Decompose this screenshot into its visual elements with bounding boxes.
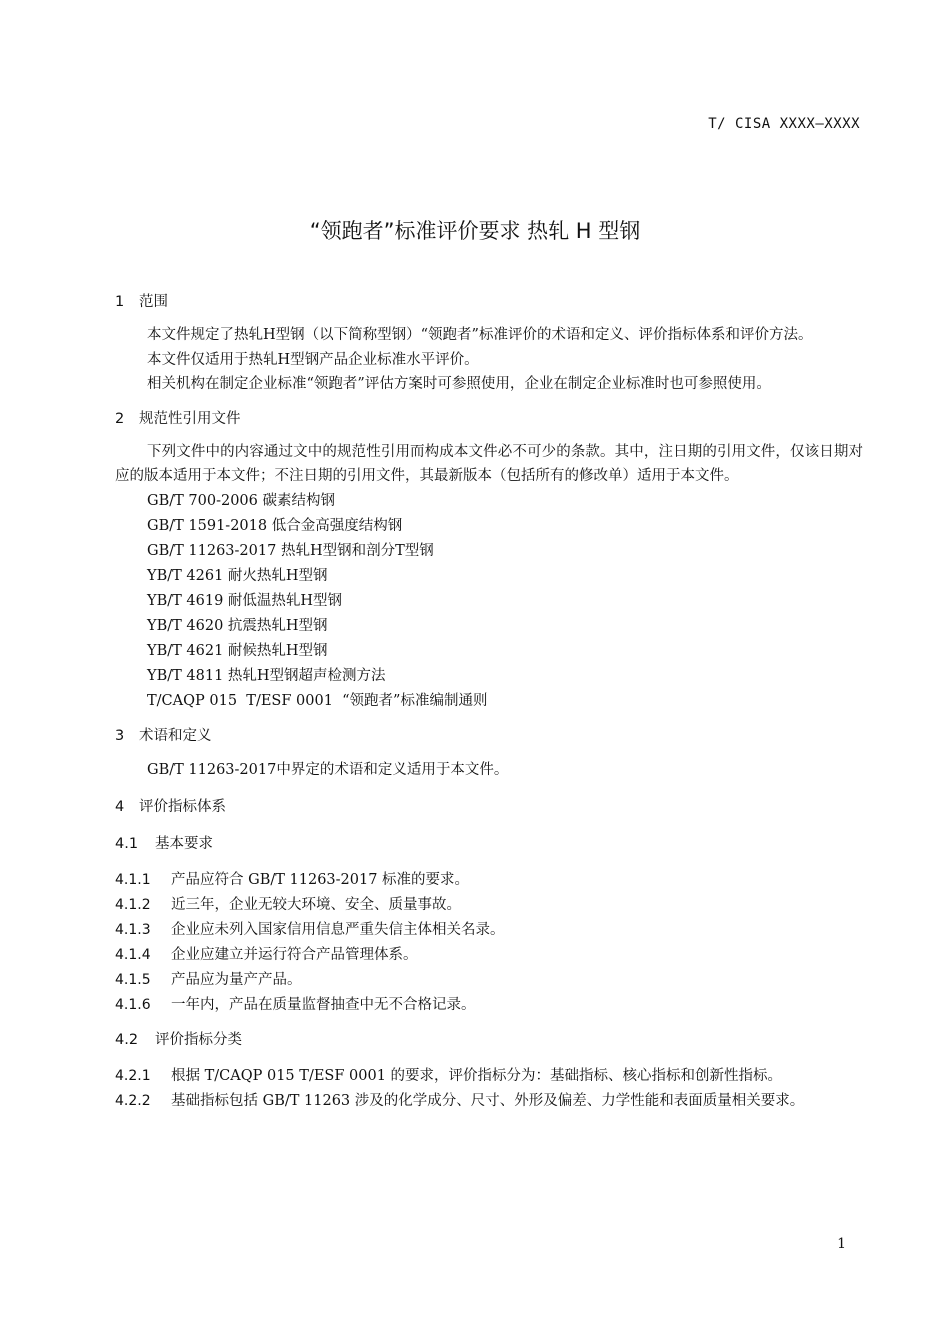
references-intro: 下列文件中的内容通过文中的规范性引用而构成本文件必不可少的条款。其中，注日期的引用文件，仅该日期对应的版本适用于本文件；不注日期的引用文件，其最新版本（包括所有的修改单）适用于本文件。 [115, 443, 863, 484]
clause-text: 近三年，企业无较大环境、安全、质量事故。 [171, 896, 461, 913]
standard-code: T/ CISA XXXX—XXXX [708, 116, 860, 132]
clause-item [115, 943, 863, 968]
reference-item: YB/T 4619 耐低温热轧H型钢 [147, 592, 343, 609]
scope-paragraph: 本文件规定了热轧H型钢（以下简称型钢）“领跑者”标准评价的术语和定义、评价指标体系和评价方法。 [147, 327, 813, 343]
subsection-number: 4.1 [115, 835, 139, 852]
clause-item [115, 1064, 863, 1089]
section-3-heading [115, 724, 863, 748]
clause-number: 4.1.2 [115, 896, 151, 913]
subsection-4-1-heading [115, 832, 863, 856]
scope-paragraph: 相关机构在制定企业标准“领跑者”评估方案时可参照使用，企业在制定企业标准时也可参照使用。 [147, 376, 771, 392]
section-title: 范围 [139, 294, 168, 310]
clause-text: 产品应为量产产品。 [171, 971, 302, 988]
reference-item: YB/T 4620 抗震热轧H型钢 [147, 617, 328, 634]
clause-text: 企业应建立并运行符合产品管理体系。 [171, 946, 418, 963]
section-title: 术语和定义 [139, 727, 212, 744]
page-number: 1 [837, 1236, 846, 1252]
subsection-title: 评价指标分类 [155, 1031, 242, 1048]
clause-item [115, 893, 863, 918]
clause-number: 4.1.6 [115, 996, 151, 1013]
reference-item: YB/T 4621 耐候热轧H型钢 [147, 642, 328, 659]
clause-text: 企业应未列入国家信用信息严重失信主体相关名录。 [171, 921, 505, 938]
clause-text: 基础指标包括 GB/T 11263 涉及的化学成分、尺寸、外形及偏差、力学性能和表面质量相关要求。 [171, 1092, 805, 1109]
reference-item: GB/T 1591-2018 低合金高强度结构钢 [147, 517, 403, 534]
clause-number: 4.1.1 [115, 871, 151, 888]
clause-number: 4.1.5 [115, 971, 151, 988]
reference-item: YB/T 4261 耐火热轧H型钢 [147, 567, 328, 584]
clause-text: 产品应符合 GB/T 11263-2017 标准的要求。 [171, 871, 470, 888]
clause-item [115, 918, 863, 943]
clause-number: 4.1.3 [115, 921, 151, 938]
clause-item [115, 968, 863, 993]
scope-paragraph: 本文件仅适用于热轧H型钢产品企业标准水平评价。 [147, 351, 479, 368]
clause-text: 根据 T/CAQP 015 T/ESF 0001 的要求，评价指标分为：基础指标、核心指标和创新性指标。 [171, 1067, 783, 1084]
section-number: 4 [115, 798, 125, 815]
section-2-heading [115, 407, 863, 431]
section-4-heading [115, 795, 863, 819]
clause-number: 4.2.2 [115, 1092, 151, 1109]
terms-paragraph: GB/T 11263-2017中界定的术语和定义适用于本文件。 [147, 761, 509, 778]
document-body [115, 290, 863, 1114]
clause-item [115, 993, 863, 1018]
reference-item: T/CAQP 015 T/ESF 0001 “领跑者”标准编制通则 [147, 692, 488, 709]
clause-number: 4.2.1 [115, 1067, 151, 1084]
clause-item [115, 1089, 863, 1114]
clause-text: 一年内，产品在质量监督抽查中无不合格记录。 [171, 996, 476, 1013]
document-title: “领跑者”标准评价要求 热轧 H 型钢 [309, 219, 641, 243]
section-1-heading [115, 290, 863, 314]
section-number: 3 [115, 727, 125, 744]
clause-number: 4.1.4 [115, 946, 151, 963]
section-title: 规范性引用文件 [139, 410, 241, 427]
subsection-title: 基本要求 [155, 835, 213, 852]
section-number: 1 [115, 294, 125, 310]
subsection-4-2-heading [115, 1028, 863, 1052]
reference-item: GB/T 700-2006 碳素结构钢 [147, 492, 335, 509]
section-title: 评价指标体系 [139, 798, 226, 815]
section-number: 2 [115, 410, 125, 427]
clause-item [115, 868, 863, 893]
subsection-number: 4.2 [115, 1031, 139, 1048]
reference-item: YB/T 4811 热轧H型钢超声检测方法 [147, 667, 386, 684]
reference-item: GB/T 11263-2017 热轧H型钢和剖分T型钢 [147, 542, 434, 559]
